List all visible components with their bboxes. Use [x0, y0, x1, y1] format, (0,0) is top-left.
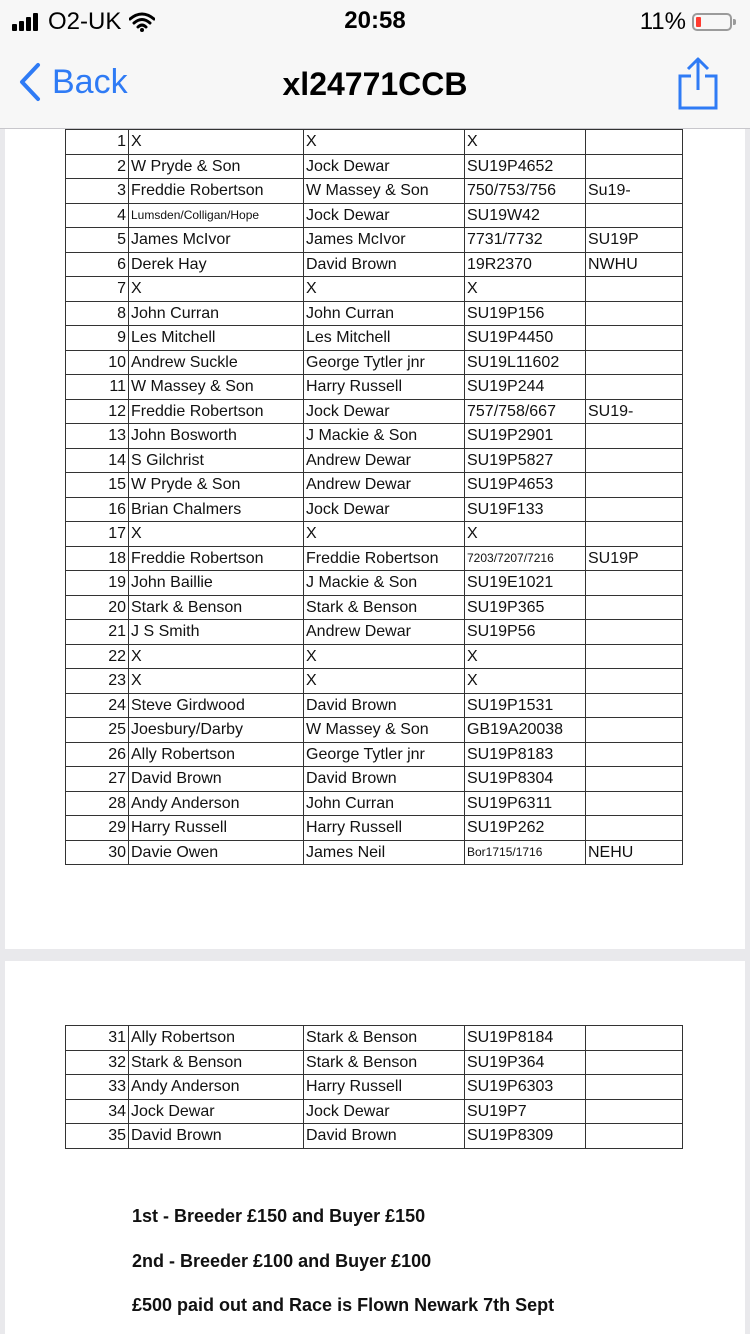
row-number: 12: [66, 399, 129, 424]
seller-cell: Andy Anderson: [129, 1075, 304, 1100]
table-row: [66, 424, 683, 449]
status-time: 20:58: [344, 7, 406, 34]
table-row: [66, 620, 683, 645]
buyer-cell: Harry Russell: [304, 816, 465, 841]
buyer-cell: Stark & Benson: [304, 595, 465, 620]
seller-cell: Andy Anderson: [129, 791, 304, 816]
buyer-cell: Jock Dewar: [304, 497, 465, 522]
extra-cell: [586, 1075, 683, 1100]
table-row: [66, 228, 683, 253]
buyer-cell: David Brown: [304, 252, 465, 277]
seller-cell: J S Smith: [129, 620, 304, 645]
ring-number-cell: SU19P262: [465, 816, 586, 841]
row-number: 23: [66, 669, 129, 694]
buyer-cell: Stark & Benson: [304, 1050, 465, 1075]
buyer-cell: X: [304, 130, 465, 155]
ring-number-cell: SU19P6303: [465, 1075, 586, 1100]
extra-cell: [586, 791, 683, 816]
table-row: [66, 522, 683, 547]
extra-cell: [586, 301, 683, 326]
extra-cell: [586, 1050, 683, 1075]
buyer-cell: W Massey & Son: [304, 718, 465, 743]
ring-number-cell: SU19P5827: [465, 448, 586, 473]
row-number: 15: [66, 473, 129, 498]
buyer-cell: James McIvor: [304, 228, 465, 253]
ring-number-cell: SU19P8183: [465, 742, 586, 767]
extra-cell: Su19-: [586, 179, 683, 204]
ring-number-cell: SU19P364: [465, 1050, 586, 1075]
row-number: 7: [66, 277, 129, 302]
row-number: 16: [66, 497, 129, 522]
extra-cell: SU19P: [586, 228, 683, 253]
extra-cell: [586, 595, 683, 620]
row-number: 22: [66, 644, 129, 669]
extra-cell: [586, 326, 683, 351]
document-page-1: [5, 129, 745, 949]
table-row: [66, 718, 683, 743]
seller-cell: Ally Robertson: [129, 1026, 304, 1051]
ring-number-cell: SU19P4450: [465, 326, 586, 351]
table-row: [66, 571, 683, 596]
extra-cell: [586, 130, 683, 155]
buyer-cell: J Mackie & Son: [304, 571, 465, 596]
extra-cell: [586, 1099, 683, 1124]
buyer-cell: David Brown: [304, 767, 465, 792]
seller-cell: John Baillie: [129, 571, 304, 596]
seller-cell: W Pryde & Son: [129, 154, 304, 179]
ring-number-cell: SU19P8184: [465, 1026, 586, 1051]
buyer-cell: Jock Dewar: [304, 399, 465, 424]
buyer-cell: Andrew Dewar: [304, 620, 465, 645]
extra-cell: [586, 203, 683, 228]
row-number: 32: [66, 1050, 129, 1075]
extra-cell: SU19P: [586, 546, 683, 571]
ring-number-cell: 750/753/756: [465, 179, 586, 204]
ring-number-cell: 757/758/667: [465, 399, 586, 424]
ring-number-cell: 7731/7732: [465, 228, 586, 253]
table-row: [66, 203, 683, 228]
extra-cell: [586, 522, 683, 547]
ring-number-cell: X: [465, 130, 586, 155]
extra-cell: [586, 571, 683, 596]
row-number: 8: [66, 301, 129, 326]
buyer-cell: David Brown: [304, 1124, 465, 1149]
back-label: Back: [52, 62, 128, 101]
seller-cell: David Brown: [129, 1124, 304, 1149]
buyer-cell: John Curran: [304, 791, 465, 816]
row-number: 21: [66, 620, 129, 645]
table-row: [66, 644, 683, 669]
table-row: [66, 497, 683, 522]
navigation-bar: [0, 40, 750, 129]
extra-cell: [586, 424, 683, 449]
table-row: [66, 301, 683, 326]
table-row: [66, 130, 683, 155]
table-row: [66, 399, 683, 424]
ring-number-cell: SU19P2901: [465, 424, 586, 449]
buyer-cell: Harry Russell: [304, 1075, 465, 1100]
ring-number-cell: X: [465, 669, 586, 694]
seller-cell: X: [129, 130, 304, 155]
row-number: 26: [66, 742, 129, 767]
seller-cell: Ally Robertson: [129, 742, 304, 767]
ring-number-cell: GB19A20038: [465, 718, 586, 743]
row-number: 19: [66, 571, 129, 596]
seller-cell: Freddie Robertson: [129, 399, 304, 424]
document-page-2: [5, 961, 745, 1334]
battery-icon: [692, 13, 732, 31]
ring-number-cell: SU19P244: [465, 375, 586, 400]
table-row: [66, 375, 683, 400]
table-row: [66, 179, 683, 204]
ring-number-cell: X: [465, 644, 586, 669]
row-number: 31: [66, 1026, 129, 1051]
buyer-cell: X: [304, 669, 465, 694]
seller-cell: Les Mitchell: [129, 326, 304, 351]
row-number: 30: [66, 840, 129, 865]
seller-cell: Andrew Suckle: [129, 350, 304, 375]
table-row: [66, 742, 683, 767]
buyer-cell: George Tytler jnr: [304, 742, 465, 767]
table-row: [66, 669, 683, 694]
buyer-cell: Jock Dewar: [304, 203, 465, 228]
seller-cell: John Bosworth: [129, 424, 304, 449]
ring-number-cell: SU19P56: [465, 620, 586, 645]
extra-cell: [586, 277, 683, 302]
extra-cell: [586, 742, 683, 767]
buyer-cell: Andrew Dewar: [304, 473, 465, 498]
extra-cell: [586, 375, 683, 400]
table-row: [66, 1099, 683, 1124]
table-row: [66, 1050, 683, 1075]
table-row: [66, 1124, 683, 1149]
row-number: 9: [66, 326, 129, 351]
seller-cell: X: [129, 644, 304, 669]
ring-number-cell: SU19P6311: [465, 791, 586, 816]
buyer-cell: Freddie Robertson: [304, 546, 465, 571]
seller-cell: Joesbury/Darby: [129, 718, 304, 743]
ring-number-cell: SU19P4653: [465, 473, 586, 498]
table-row: [66, 448, 683, 473]
row-number: 25: [66, 718, 129, 743]
ring-number-cell: X: [465, 522, 586, 547]
row-number: 33: [66, 1075, 129, 1100]
row-number: 27: [66, 767, 129, 792]
ring-number-cell: SU19P8304: [465, 767, 586, 792]
ring-number-cell: SU19P7: [465, 1099, 586, 1124]
extra-cell: [586, 718, 683, 743]
row-number: 18: [66, 546, 129, 571]
ring-number-cell: Bor1715/1716: [465, 840, 586, 865]
table-row: [66, 154, 683, 179]
row-number: 17: [66, 522, 129, 547]
table-row: [66, 595, 683, 620]
seller-cell: James McIvor: [129, 228, 304, 253]
seller-cell: X: [129, 669, 304, 694]
buyer-cell: John Curran: [304, 301, 465, 326]
seller-cell: David Brown: [129, 767, 304, 792]
buyer-cell: W Massey & Son: [304, 179, 465, 204]
battery-percent: 11%: [639, 8, 686, 35]
ring-number-cell: SU19P8309: [465, 1124, 586, 1149]
buyer-cell: Stark & Benson: [304, 1026, 465, 1051]
extra-cell: SU19-: [586, 399, 683, 424]
ring-number-cell: SU19W42: [465, 203, 586, 228]
table-row: [66, 791, 683, 816]
buyer-cell: Jock Dewar: [304, 154, 465, 179]
table-row: [66, 326, 683, 351]
ring-number-cell: 19R2370: [465, 252, 586, 277]
seller-cell: Harry Russell: [129, 816, 304, 841]
row-number: 2: [66, 154, 129, 179]
row-number: 34: [66, 1099, 129, 1124]
row-number: 28: [66, 791, 129, 816]
extra-cell: [586, 448, 683, 473]
seller-cell: S Gilchrist: [129, 448, 304, 473]
ring-number-cell: SU19P1531: [465, 693, 586, 718]
table-row: [66, 277, 683, 302]
table-row: [66, 546, 683, 571]
table-row: [66, 1026, 683, 1051]
ring-number-cell: SU19F133: [465, 497, 586, 522]
ring-number-cell: SU19P365: [465, 595, 586, 620]
buyer-cell: J Mackie & Son: [304, 424, 465, 449]
buyer-cell: Jock Dewar: [304, 1099, 465, 1124]
ring-number-cell: SU19E1021: [465, 571, 586, 596]
seller-cell: Steve Girdwood: [129, 693, 304, 718]
row-number: 14: [66, 448, 129, 473]
extra-cell: NEHU: [586, 840, 683, 865]
ring-number-cell: X: [465, 277, 586, 302]
seller-cell: Lumsden/Colligan/Hope: [129, 203, 304, 228]
row-number: 5: [66, 228, 129, 253]
race-note: £500 paid out and Race is Flown Newark 7th Sept: [132, 1295, 555, 1315]
buyer-cell: Harry Russell: [304, 375, 465, 400]
buyer-cell: Andrew Dewar: [304, 448, 465, 473]
row-number: 4: [66, 203, 129, 228]
seller-cell: Freddie Robertson: [129, 179, 304, 204]
extra-cell: [586, 767, 683, 792]
extra-cell: [586, 350, 683, 375]
extra-cell: [586, 154, 683, 179]
row-number: 6: [66, 252, 129, 277]
buyer-cell: George Tytler jnr: [304, 350, 465, 375]
extra-cell: [586, 693, 683, 718]
extra-cell: [586, 644, 683, 669]
extra-cell: [586, 1026, 683, 1051]
entries-table-1: [65, 129, 683, 865]
status-bar: [0, 0, 750, 40]
prize-note-2: 2nd - Breeder £100 and Buyer £100: [132, 1251, 432, 1271]
ring-number-cell: SU19P4652: [465, 154, 586, 179]
extra-cell: [586, 669, 683, 694]
seller-cell: Freddie Robertson: [129, 546, 304, 571]
battery-area: [640, 8, 732, 36]
seller-cell: Davie Owen: [129, 840, 304, 865]
row-number: 1: [66, 130, 129, 155]
ring-number-cell: SU19P156: [465, 301, 586, 326]
row-number: 10: [66, 350, 129, 375]
seller-cell: X: [129, 277, 304, 302]
seller-cell: Stark & Benson: [129, 1050, 304, 1075]
buyer-cell: David Brown: [304, 693, 465, 718]
row-number: 29: [66, 816, 129, 841]
table-row: [66, 816, 683, 841]
table-row: [66, 473, 683, 498]
page-title: xl24771CCB: [282, 66, 468, 102]
buyer-cell: X: [304, 522, 465, 547]
seller-cell: Brian Chalmers: [129, 497, 304, 522]
row-number: 13: [66, 424, 129, 449]
buyer-cell: X: [304, 644, 465, 669]
table-row: [66, 693, 683, 718]
seller-cell: W Pryde & Son: [129, 473, 304, 498]
row-number: 11: [66, 375, 129, 400]
row-number: 20: [66, 595, 129, 620]
buyer-cell: James Neil: [304, 840, 465, 865]
table-row: [66, 767, 683, 792]
buyer-cell: Les Mitchell: [304, 326, 465, 351]
row-number: 3: [66, 179, 129, 204]
extra-cell: [586, 497, 683, 522]
seller-cell: Derek Hay: [129, 252, 304, 277]
table-row: [66, 1075, 683, 1100]
share-icon[interactable]: [676, 56, 720, 112]
carrier-label: O2-UK: [48, 8, 122, 35]
table-row: [66, 252, 683, 277]
seller-cell: W Massey & Son: [129, 375, 304, 400]
ring-number-cell: 7203/7207/7216: [465, 546, 586, 571]
extra-cell: [586, 1124, 683, 1149]
ring-number-cell: SU19L11602: [465, 350, 586, 375]
seller-cell: John Curran: [129, 301, 304, 326]
table-row: [66, 840, 683, 865]
extra-cell: NWHU: [586, 252, 683, 277]
extra-cell: [586, 473, 683, 498]
extra-cell: [586, 816, 683, 841]
prize-note-1: 1st - Breeder £150 and Buyer £150: [132, 1206, 426, 1226]
seller-cell: Jock Dewar: [129, 1099, 304, 1124]
seller-cell: Stark & Benson: [129, 595, 304, 620]
seller-cell: X: [129, 522, 304, 547]
row-number: 35: [66, 1124, 129, 1149]
extra-cell: [586, 620, 683, 645]
table-row: [66, 350, 683, 375]
row-number: 24: [66, 693, 129, 718]
buyer-cell: X: [304, 277, 465, 302]
entries-table-2: [65, 1025, 683, 1149]
